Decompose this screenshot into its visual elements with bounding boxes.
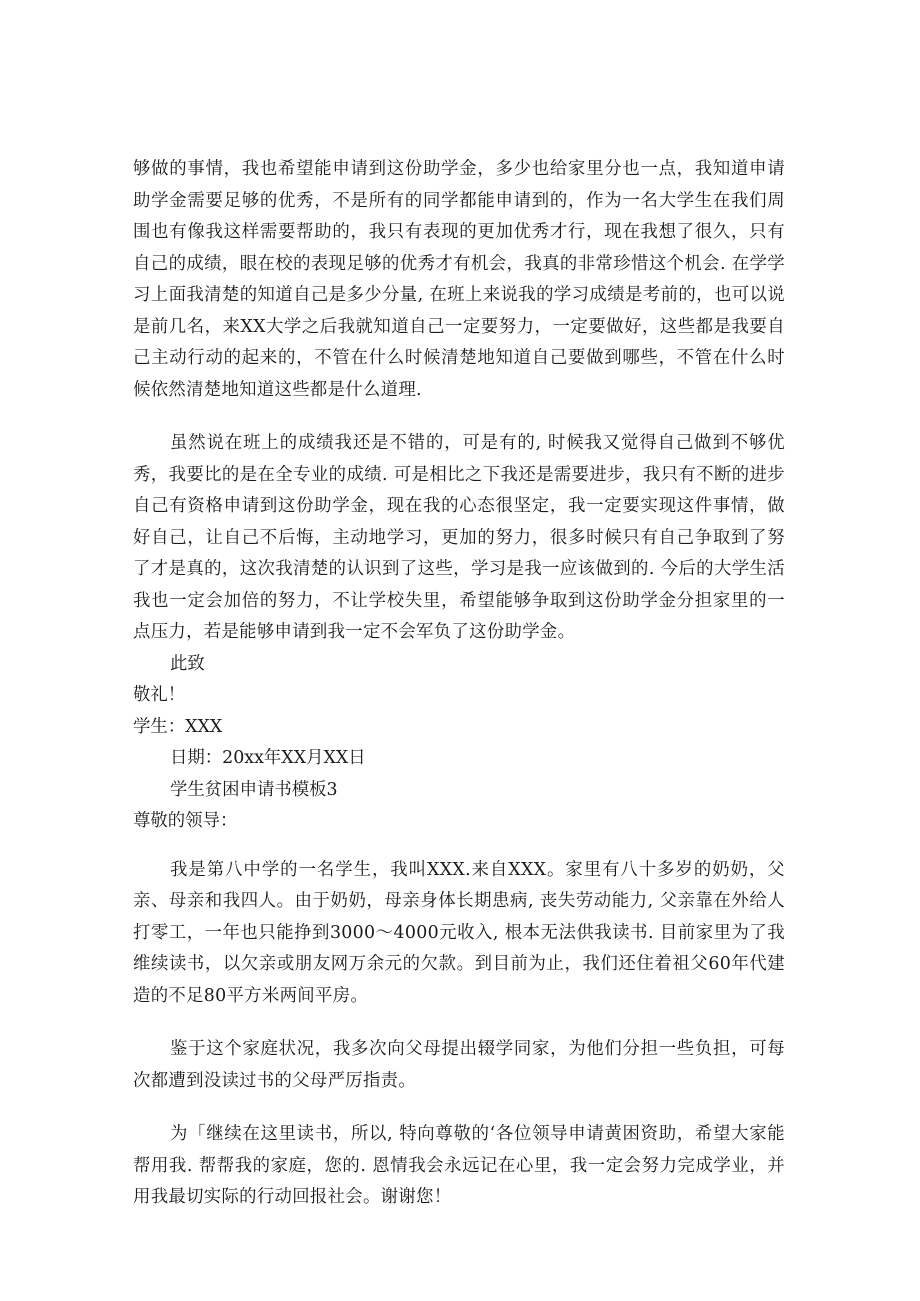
date-line: 日期：20xx年XX月XX日	[170, 748, 366, 768]
paragraph-4: 鉴于这个家庭状况，我多次向父母提出辍学同家，为他们分担一些负担，可每次都遭到没读过书的父母严厉指责。	[133, 1039, 785, 1091]
closing-line-2: 敬礼！	[133, 685, 186, 705]
paragraph-3: 我是第八中学的一名学生，我叫XXX.来自XXX。家里有八十多岁的奶奶，父亲、母亲和我四人。由于奶奶，母亲身体长期患病, 丧失劳动能力, 父亲靠在外给人打零工，一年也只能挣到3000～4000元收入, 根本无法供我读书. 目前家里为了我维续读书，以欠亲或朋友网万余元的欠款。到目前为止，我们还住着祖父60年代建造的不足80平方米两间平房。	[133, 859, 785, 1006]
paragraph-1: 够做的事情，我也希望能申请到这份助学金，多少也给家里分也一点，我知道申请助学金需要足够的优秀，不是所有的同学都能申请到的，作为一名大学生在我们周围也有像我这样需要帮助的，我只有表现的更加优秀才行，现在我想了很久，只有自己的成绩，眼在校的表现足够的优秀才有机会，我真的非常珍惜这个机会. 在学学习上面我清楚的知道自己是多少分量, 在班上来说我的学习成绩是考前的，也可以说是前几名，来XX大学之后我就知道自己一定要努力，一定要做好，这些都是我要自己主动行动的起来的，不管在什么时候清楚地知道自己要做到哪些，不管在什么时候依然清楚地知道这些都是什么道理.	[133, 159, 785, 400]
paragraph-2: 虽然说在班上的成绩我还是不错的，可是有的, 时候我又觉得自己做到不够优秀，我要比的是在全专业的成绩. 可是相比之下我还是需要进步，我只有不断的进步自己有资格申请到这份助学金，现在我的心态很坚定，我一定要实现这件事情，做好自己，让自己不后悔，主动地学习，更加的努力，很多时候只有自己争取到了努了才是真的，这次我清楚的认识到了这些，学习是我一应该做到的. 今后的大学生活我也一定会加倍的努力，不让学校失里，希望能够争取到这份助学金分担家里的一点压力，若是能够申请到我一定不会军负了这份助学金。	[133, 433, 785, 642]
student-signature: 学生：XXX	[133, 716, 223, 737]
paragraph-5: 为「继续在这里读书，所以, 特向尊敬的‘各位领导申请黄困资助，希望大家能帮用我. 帮帮我的家庭，您的. 恩情我会永远记在心里，我一定会努力完成学业，并用我最切实际的行动回报社会。谢谢您！	[133, 1124, 785, 1207]
section-title: 学生贫困申请书模板3	[170, 779, 338, 800]
salutation: 尊敬的领导：	[133, 811, 238, 831]
document-body	[133, 154, 785, 1214]
closing-line-1: 此致	[170, 653, 205, 674]
